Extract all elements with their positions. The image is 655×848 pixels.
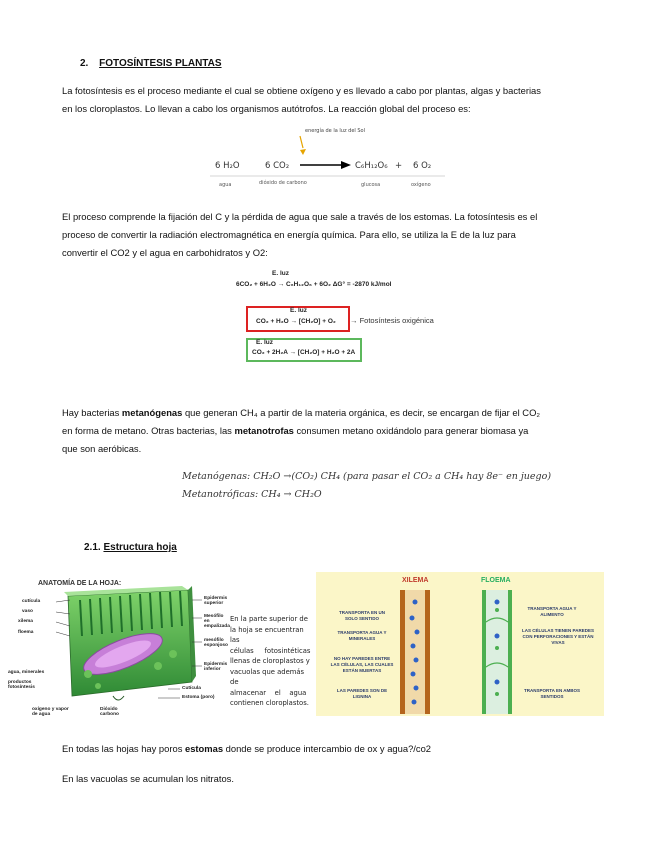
product-glucose: C₆H₁₂O₆ [355, 161, 388, 171]
text-run: que generan CH₄ a partir de la materia orgánica, es decir, se encargan de fijar el CO₂ [182, 407, 541, 418]
xilema-title: XILEMA [402, 577, 429, 584]
subsection-title: Estructura hoja [103, 542, 177, 553]
paragraph-line: en los cloroplastos. Lo llevan a cabo los organismos autótrofos. La reacción global del proceso es: [62, 103, 471, 114]
vessels-figure [316, 572, 604, 716]
methanogen-equation: Metanógenas: CH₂O →(CO₂) CH₄ (para pasar el CO₂ a CH₄ hay 8e⁻ en juego) [182, 471, 552, 482]
plus-sign: + [395, 161, 403, 171]
label-glucose: glucosa [361, 182, 381, 188]
equation-anoxygenic: CO₂ + 2H₂A → [CH₂O] + H₂O + 2A [252, 349, 356, 356]
equation-luz-label: E. luz [290, 307, 307, 314]
paragraph-process [62, 208, 602, 262]
leaf-label-cuticula-inf: Cutícula [182, 686, 201, 691]
product-oxygen: 6 O₂ [413, 161, 432, 171]
sun-energy-arrow [300, 136, 306, 155]
paragraph-vacuoles: En las vacuolas se acumulan los nitratos. [62, 773, 234, 784]
label-oxygen: oxígeno [411, 182, 431, 188]
paragraph-line: proceso de convertir la radiación electromagnética en energía química. Para ello, se utiliza la E de la luz para [62, 229, 516, 240]
paragraph-line [62, 422, 602, 440]
bold-term: estomas [185, 743, 224, 754]
equation-box-oxygenic [246, 306, 350, 332]
leaf-label-epidermis-sup: Epidermis superior [204, 596, 228, 606]
equation-box-anoxygenic [246, 338, 362, 362]
xilema-note: TRANSPORTA AGUA Y MINERALES [337, 630, 387, 641]
leaf-label-floema: floema [18, 630, 34, 635]
leaf-figure-title: ANATOMÍA DE LA HOJA: [38, 580, 122, 587]
caption-line: la hoja se encuentran las [230, 625, 304, 644]
bold-term: metanotrofas [234, 425, 294, 436]
text-run: donde se produce intercambio de ox y agua?/co2 [223, 743, 431, 754]
oxygenic-label: → Fotosíntesis oxigénica [350, 316, 434, 325]
subsection-heading [84, 542, 177, 553]
floema-title: FLOEMA [481, 577, 511, 584]
leaf-label-estoma: Estoma (poro) [182, 695, 215, 700]
floema-note: LAS CÉLULAS TIENEN PAREDES CON PERFORACIONES Y ESTÁN VIVAS [522, 628, 594, 645]
methanotroph-equation: Metanotróficas: CH₄ → CH₂O [182, 489, 322, 500]
leaf-label-xilema: xilema [18, 619, 33, 624]
reaction-arrow [341, 161, 351, 169]
leaf-caption [230, 614, 312, 709]
equation-luz-label: E. luz [256, 339, 273, 346]
leaf-label-esponjoso: mesófilo esponjoso [204, 638, 228, 648]
paragraph-line: que son aeróbicas. [62, 443, 142, 454]
equation-oxygenic: CO₂ + H₂O → [CH₂O] + O₂ [256, 318, 336, 325]
paragraph-line: La fotosíntesis es el proceso mediante el cual se obtiene oxígeno y es llevado a cabo por plantas, algas y bacterias [62, 85, 541, 96]
caption-line: células fotosintéticas [230, 646, 311, 655]
section-title: FOTOSÍNTESIS PLANTAS [99, 58, 222, 69]
label-water: agua [219, 182, 232, 188]
leaf-anatomy-figure [8, 574, 230, 724]
label-co2: dióxido de carbono [259, 180, 307, 186]
reactant-co2: 6 CO₂ [265, 161, 290, 171]
energy-label: energía de la luz del Sol [305, 128, 366, 134]
reactant-water: 6 H₂O [215, 161, 240, 171]
leaf-label-cuticula: cutícula [22, 599, 41, 604]
paragraph-intro [62, 82, 602, 118]
text-run: Hay bacterias [62, 407, 122, 418]
leaf-cross-section [8, 574, 230, 724]
text-run: en forma de metano. Otras bacterias, las [62, 425, 235, 436]
equation-global: 6CO₂ + 6H₂O → C₆H₁₂O₆ + 6O₂ ΔG° = -2870 kJ/mol [236, 281, 392, 288]
section-number: 2. [80, 58, 89, 69]
paragraph-stomata [62, 740, 602, 758]
xilema-note: TRANSPORTA EN UN SOLO SENTIDO [339, 610, 385, 621]
caption-line: contienen cloroplastos. [230, 699, 309, 707]
floema-note: TRANSPORTA EN AMBOS SENTIDOS [523, 688, 581, 699]
reaction-figure [205, 122, 455, 192]
leaf-label-vaso: vaso [22, 609, 33, 614]
subsection-number: 2.1. [84, 542, 101, 553]
paragraph-line: El proceso comprende la fijación del C y la pérdida de agua que sale a través de los estomas. La fotosíntesis es el [62, 211, 538, 222]
leaf-label-agua: agua, minerales [8, 670, 45, 675]
text-run: consumen metano oxidándolo para generar biomasa ya [293, 425, 529, 436]
paragraph-line: convertir el CO2 y el agua en carbohidratos y O2: [62, 247, 268, 258]
paragraph-line [62, 404, 602, 422]
text-run: En todas las hojas hay poros [62, 743, 185, 754]
caption-line: llenas de cloroplastos y [230, 657, 310, 665]
equation-luz-label: E. luz [272, 270, 289, 277]
leaf-label-empalizada: Mesófilo en empalizada [204, 614, 230, 629]
floema-note: TRANSPORTA AGUA Y ALIMENTO [527, 606, 577, 617]
leaf-label-co2: Dióxido carbono [100, 707, 119, 717]
paragraph-methane [62, 404, 602, 458]
leaf-label-productos: productos fotosíntesis [8, 680, 35, 690]
leaf-label-oxigeno: oxígeno y vapor de agua [32, 707, 69, 717]
xilema-note: NO HAY PAREDES ENTRE LAS CÉLULAS, LAS CUALES ESTÁN MUERTAS [330, 656, 394, 673]
section-heading [80, 58, 222, 69]
bold-term: metanógenas [121, 407, 183, 418]
leaf-label-epidermis-inf: Epidermis inferior [204, 662, 228, 672]
caption-line: En la parte superior de [230, 615, 308, 623]
xilema-note: LAS PAREDES SON DE LIGNINA [336, 688, 388, 699]
caption-line: vacuolas que además de [230, 667, 305, 686]
caption-line: almacenar el agua [230, 688, 307, 697]
